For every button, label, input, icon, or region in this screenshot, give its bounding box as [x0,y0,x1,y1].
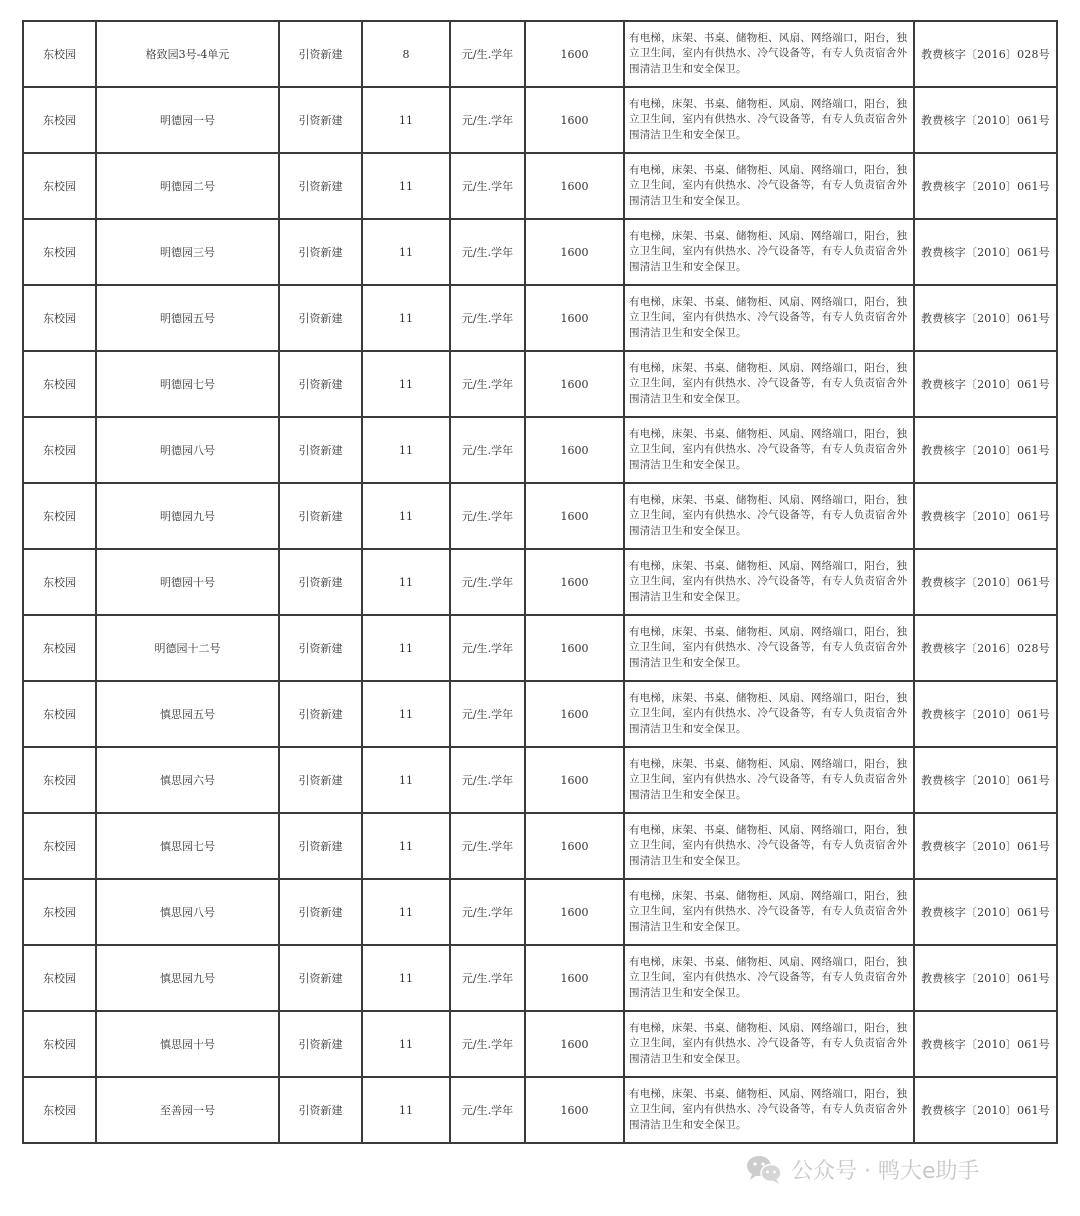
facilities-cell: 有电梯，床架、书桌、储物柜、风扇、网络端口，阳台，独立卫生间，室内有供热水、冷气设备等，有专人负责宿舍外围清洁卫生和安全保卫。 [624,945,914,1011]
building-cell: 明德园十号 [96,549,279,615]
facilities-cell: 有电梯，床架、书桌、储物柜、风扇、网络端口，阳台，独立卫生间，室内有供热水、冷气设备等，有专人负责宿舍外围清洁卫生和安全保卫。 [624,153,914,219]
campus-cell: 东校园 [23,813,96,879]
approval-cell: 教费核字〔2010〕061号 [914,813,1057,879]
dormitory-fee-table [22,20,1058,1144]
facilities-cell: 有电梯，床架、书桌、储物柜、风扇、网络端口，阳台，独立卫生间，室内有供热水、冷气设备等，有专人负责宿舍外围清洁卫生和安全保卫。 [624,747,914,813]
unit-cell: 元/生.学年 [450,945,525,1011]
approval-cell: 教费核字〔2016〕028号 [914,615,1057,681]
building-cell: 明德园八号 [96,417,279,483]
table-row [23,87,1057,153]
building-cell: 至善园一号 [96,1077,279,1143]
type-cell: 引资新建 [279,549,362,615]
table-row [23,351,1057,417]
facilities-cell: 有电梯，床架、书桌、储物柜、风扇、网络端口，阳台，独立卫生间，室内有供热水、冷气设备等，有专人负责宿舍外围清洁卫生和安全保卫。 [624,417,914,483]
building-cell: 明德园一号 [96,87,279,153]
fee-cell: 1600 [525,21,624,87]
approval-cell: 教费核字〔2010〕061号 [914,483,1057,549]
capacity-cell: 11 [362,681,450,747]
unit-cell: 元/生.学年 [450,1011,525,1077]
fee-cell: 1600 [525,483,624,549]
watermark [745,1153,980,1185]
unit-cell: 元/生.学年 [450,417,525,483]
fee-cell: 1600 [525,285,624,351]
approval-cell: 教费核字〔2010〕061号 [914,153,1057,219]
table-row [23,1011,1057,1077]
campus-cell: 东校园 [23,681,96,747]
building-cell: 慎思园九号 [96,945,279,1011]
table-row [23,219,1057,285]
type-cell: 引资新建 [279,681,362,747]
fee-cell: 1600 [525,945,624,1011]
campus-cell: 东校园 [23,945,96,1011]
unit-cell: 元/生.学年 [450,747,525,813]
campus-cell: 东校园 [23,879,96,945]
fee-cell: 1600 [525,219,624,285]
unit-cell: 元/生.学年 [450,615,525,681]
facilities-cell: 有电梯，床架、书桌、储物柜、风扇、网络端口，阳台，独立卫生间，室内有供热水、冷气设备等，有专人负责宿舍外围清洁卫生和安全保卫。 [624,1077,914,1143]
facilities-cell: 有电梯，床架、书桌、储物柜、风扇、网络端口，阳台，独立卫生间，室内有供热水、冷气设备等，有专人负责宿舍外围清洁卫生和安全保卫。 [624,681,914,747]
campus-cell: 东校园 [23,1077,96,1143]
unit-cell: 元/生.学年 [450,21,525,87]
capacity-cell: 11 [362,219,450,285]
fee-cell: 1600 [525,615,624,681]
approval-cell: 教费核字〔2010〕061号 [914,549,1057,615]
type-cell: 引资新建 [279,153,362,219]
approval-cell: 教费核字〔2010〕061号 [914,219,1057,285]
facilities-cell: 有电梯，床架、书桌、储物柜、风扇、网络端口，阳台，独立卫生间，室内有供热水、冷气设备等，有专人负责宿舍外围清洁卫生和安全保卫。 [624,813,914,879]
capacity-cell: 11 [362,615,450,681]
unit-cell: 元/生.学年 [450,153,525,219]
fee-cell: 1600 [525,549,624,615]
facilities-cell: 有电梯，床架、书桌、储物柜、风扇、网络端口，阳台，独立卫生间，室内有供热水、冷气设备等，有专人负责宿舍外围清洁卫生和安全保卫。 [624,879,914,945]
approval-cell: 教费核字〔2010〕061号 [914,879,1057,945]
campus-cell: 东校园 [23,417,96,483]
table-row [23,1077,1057,1143]
fee-cell: 1600 [525,1011,624,1077]
fee-cell: 1600 [525,417,624,483]
capacity-cell: 11 [362,1011,450,1077]
unit-cell: 元/生.学年 [450,681,525,747]
unit-cell: 元/生.学年 [450,351,525,417]
facilities-cell: 有电梯，床架、书桌、储物柜、风扇、网络端口，阳台，独立卫生间，室内有供热水、冷气设备等，有专人负责宿舍外围清洁卫生和安全保卫。 [624,219,914,285]
table-row [23,813,1057,879]
type-cell: 引资新建 [279,285,362,351]
facilities-cell: 有电梯，床架、书桌、储物柜、风扇、网络端口，阳台，独立卫生间，室内有供热水、冷气设备等，有专人负责宿舍外围清洁卫生和安全保卫。 [624,21,914,87]
capacity-cell: 11 [362,879,450,945]
building-cell: 慎思园六号 [96,747,279,813]
type-cell: 引资新建 [279,1077,362,1143]
table-row [23,285,1057,351]
building-cell: 慎思园七号 [96,813,279,879]
approval-cell: 教费核字〔2010〕061号 [914,417,1057,483]
building-cell: 明德园十二号 [96,615,279,681]
building-cell: 明德园二号 [96,153,279,219]
approval-cell: 教费核字〔2016〕028号 [914,21,1057,87]
unit-cell: 元/生.学年 [450,285,525,351]
campus-cell: 东校园 [23,1011,96,1077]
type-cell: 引资新建 [279,747,362,813]
capacity-cell: 8 [362,21,450,87]
facilities-cell: 有电梯，床架、书桌、储物柜、风扇、网络端口，阳台，独立卫生间，室内有供热水、冷气设备等，有专人负责宿舍外围清洁卫生和安全保卫。 [624,351,914,417]
building-cell: 明德园五号 [96,285,279,351]
type-cell: 引资新建 [279,417,362,483]
unit-cell: 元/生.学年 [450,813,525,879]
campus-cell: 东校园 [23,351,96,417]
type-cell: 引资新建 [279,219,362,285]
fee-cell: 1600 [525,87,624,153]
facilities-cell: 有电梯，床架、书桌、储物柜、风扇、网络端口，阳台，独立卫生间，室内有供热水、冷气设备等，有专人负责宿舍外围清洁卫生和安全保卫。 [624,615,914,681]
unit-cell: 元/生.学年 [450,549,525,615]
campus-cell: 东校园 [23,153,96,219]
type-cell: 引资新建 [279,879,362,945]
type-cell: 引资新建 [279,945,362,1011]
type-cell: 引资新建 [279,351,362,417]
building-cell: 慎思园五号 [96,681,279,747]
type-cell: 引资新建 [279,615,362,681]
campus-cell: 东校园 [23,747,96,813]
type-cell: 引资新建 [279,1011,362,1077]
table-row [23,483,1057,549]
unit-cell: 元/生.学年 [450,87,525,153]
table-row [23,153,1057,219]
capacity-cell: 11 [362,351,450,417]
fee-cell: 1600 [525,681,624,747]
building-cell: 慎思园八号 [96,879,279,945]
fee-cell: 1600 [525,813,624,879]
type-cell: 引资新建 [279,483,362,549]
capacity-cell: 11 [362,945,450,1011]
table-row [23,681,1057,747]
table-row [23,747,1057,813]
type-cell: 引资新建 [279,87,362,153]
campus-cell: 东校园 [23,87,96,153]
approval-cell: 教费核字〔2010〕061号 [914,1011,1057,1077]
facilities-cell: 有电梯，床架、书桌、储物柜、风扇、网络端口，阳台，独立卫生间，室内有供热水、冷气设备等，有专人负责宿舍外围清洁卫生和安全保卫。 [624,549,914,615]
building-cell: 慎思园十号 [96,1011,279,1077]
campus-cell: 东校园 [23,285,96,351]
table-row [23,945,1057,1011]
table-body [23,21,1057,1143]
table-row [23,615,1057,681]
fee-cell: 1600 [525,153,624,219]
type-cell: 引资新建 [279,21,362,87]
capacity-cell: 11 [362,417,450,483]
fee-cell: 1600 [525,351,624,417]
capacity-cell: 11 [362,483,450,549]
fee-cell: 1600 [525,1077,624,1143]
campus-cell: 东校园 [23,549,96,615]
campus-cell: 东校园 [23,483,96,549]
fee-cell: 1600 [525,747,624,813]
approval-cell: 教费核字〔2010〕061号 [914,681,1057,747]
table-row [23,879,1057,945]
facilities-cell: 有电梯，床架、书桌、储物柜、风扇、网络端口，阳台，独立卫生间，室内有供热水、冷气设备等，有专人负责宿舍外围清洁卫生和安全保卫。 [624,285,914,351]
building-cell: 格致园3号-4单元 [96,21,279,87]
campus-cell: 东校园 [23,615,96,681]
approval-cell: 教费核字〔2010〕061号 [914,351,1057,417]
approval-cell: 教费核字〔2010〕061号 [914,1077,1057,1143]
campus-cell: 东校园 [23,219,96,285]
capacity-cell: 11 [362,549,450,615]
capacity-cell: 11 [362,153,450,219]
approval-cell: 教费核字〔2010〕061号 [914,285,1057,351]
capacity-cell: 11 [362,285,450,351]
wechat-icon [745,1153,783,1185]
unit-cell: 元/生.学年 [450,1077,525,1143]
building-cell: 明德园九号 [96,483,279,549]
type-cell: 引资新建 [279,813,362,879]
fee-cell: 1600 [525,879,624,945]
capacity-cell: 11 [362,747,450,813]
facilities-cell: 有电梯，床架、书桌、储物柜、风扇、网络端口，阳台，独立卫生间，室内有供热水、冷气设备等，有专人负责宿舍外围清洁卫生和安全保卫。 [624,87,914,153]
table-row [23,549,1057,615]
approval-cell: 教费核字〔2010〕061号 [914,87,1057,153]
table-row [23,417,1057,483]
watermark-text: 公众号 · 鸭大e助手 [791,1158,980,1184]
capacity-cell: 11 [362,87,450,153]
facilities-cell: 有电梯，床架、书桌、储物柜、风扇、网络端口，阳台，独立卫生间，室内有供热水、冷气设备等，有专人负责宿舍外围清洁卫生和安全保卫。 [624,483,914,549]
facilities-cell: 有电梯，床架、书桌、储物柜、风扇、网络端口，阳台，独立卫生间，室内有供热水、冷气设备等，有专人负责宿舍外围清洁卫生和安全保卫。 [624,1011,914,1077]
capacity-cell: 11 [362,1077,450,1143]
capacity-cell: 11 [362,813,450,879]
unit-cell: 元/生.学年 [450,483,525,549]
campus-cell: 东校园 [23,21,96,87]
building-cell: 明德园七号 [96,351,279,417]
unit-cell: 元/生.学年 [450,219,525,285]
building-cell: 明德园三号 [96,219,279,285]
table-row [23,21,1057,87]
approval-cell: 教费核字〔2010〕061号 [914,747,1057,813]
approval-cell: 教费核字〔2010〕061号 [914,945,1057,1011]
unit-cell: 元/生.学年 [450,879,525,945]
